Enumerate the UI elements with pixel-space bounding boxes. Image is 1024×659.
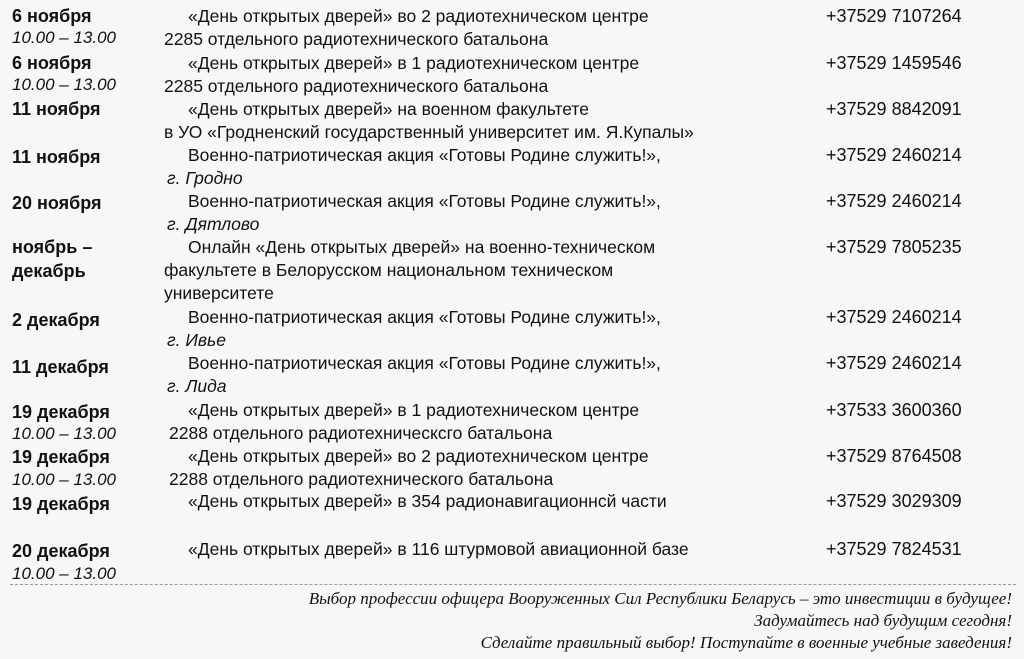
event-description-line: Военно-патриотическая акция «Готовы Родине служить!», <box>188 353 661 373</box>
event-phone: +37529 2460214 <box>826 307 962 327</box>
footer-slogan: Задумайтесь над будущим сегодня! <box>754 611 1012 630</box>
event-date: 6 ноября <box>12 53 92 73</box>
event-date: 19 декабря <box>12 494 110 514</box>
event-date: 11 ноября <box>12 99 101 119</box>
event-time: 10.00 – 13.00 <box>12 28 116 47</box>
event-description-line: Онлайн «День открытых дверей» на военно-техническом <box>188 237 656 257</box>
event-date: 19 декабря <box>12 447 110 467</box>
event-city: г. Гродно <box>167 168 243 188</box>
event-date: 20 ноября <box>12 193 102 213</box>
event-time: 10.00 – 13.00 <box>12 424 116 443</box>
event-description-line: в УО «Гродненский государственный университет им. Я.Купалы» <box>164 122 694 142</box>
event-date: 2 декабря <box>12 310 100 330</box>
event-description <box>164 306 814 352</box>
event-description-line: 2288 отдельного радиотехнического батальона <box>169 469 554 489</box>
event-time: 10.00 – 13.00 <box>12 470 116 489</box>
event-description-line: «День открытых дверей» на военном факультете <box>188 99 589 119</box>
event-description <box>164 399 814 445</box>
event-description-line: Военно-патриотическая акция «Готовы Родине служить!», <box>188 307 661 327</box>
event-description <box>164 52 814 98</box>
event-description <box>164 190 814 236</box>
event-description-line: университете <box>164 283 274 303</box>
event-phone: +37529 2460214 <box>826 145 962 165</box>
event-time: 10.00 – 13.00 <box>12 564 116 583</box>
event-description-line: «День открытых дверей» во 2 радиотехническом центре <box>188 6 649 26</box>
event-phone: +37529 1459546 <box>826 53 962 73</box>
event-date: 19 декабря <box>12 402 110 422</box>
event-description <box>164 144 814 190</box>
event-phone: +37529 8764508 <box>826 446 962 466</box>
event-phone: +37529 2460214 <box>826 191 962 211</box>
footer-slogan: Сделайте правильный выбор! Поступайте в военные учебные заведения! <box>480 633 1012 652</box>
event-phone: +37529 2460214 <box>826 353 962 373</box>
event-description-line: Военно-патриотическая акция «Готовы Родине служить!», <box>188 145 661 165</box>
event-description-line: 2285 отдельного радиотехнического батальона <box>164 76 549 96</box>
event-phone: +37533 3600360 <box>826 400 962 420</box>
event-phone: +37529 3029309 <box>826 491 962 511</box>
event-date: 11 декабря <box>12 357 109 377</box>
event-city: г. Ивье <box>167 330 226 350</box>
event-description <box>164 352 814 398</box>
event-description-line: «День открытых дверей» в 1 радиотехническом центре <box>188 400 640 420</box>
event-city: г. Дятлово <box>167 214 260 234</box>
event-phone: +37529 7805235 <box>826 237 962 257</box>
divider <box>10 584 1016 585</box>
event-description <box>164 538 814 561</box>
event-phone: +37529 7824531 <box>826 539 962 559</box>
event-description-line: 2285 отдельного радиотехнического батальона <box>164 29 549 49</box>
event-description-line: факультете в Белорусском национальном техническом <box>164 260 614 280</box>
event-phone: +37529 8842091 <box>826 99 962 119</box>
footer-slogan: Выбор профессии офицера Вооруженных Сил Республики Беларусь – это инвестиции в будущее! <box>308 589 1012 608</box>
event-description <box>164 5 814 51</box>
event-date: 11 ноября <box>12 147 101 167</box>
event-description-line: «День открытых дверей» во 2 радиотехническом центре <box>188 446 649 466</box>
event-description <box>164 490 814 513</box>
event-description <box>164 445 814 491</box>
event-city: г. Лида <box>167 376 227 396</box>
event-date: ноябрь – <box>12 237 93 257</box>
event-date: 6 ноября <box>12 6 92 26</box>
event-description-line: «День открытых дверей» в 354 радионавигационнсй части <box>188 491 667 511</box>
event-description-line: Военно-патриотическая акция «Готовы Родине служить!», <box>188 191 661 211</box>
event-description-line: 2288 отдельного радиотехническсго батальона <box>169 423 553 443</box>
event-date-continued: декабрь <box>12 261 86 281</box>
event-time: 10.00 – 13.00 <box>12 75 116 94</box>
event-date: 20 декабря <box>12 541 110 561</box>
event-description <box>164 98 814 144</box>
event-description-line: «День открытых дверей» в 116 штурмовой авиационной базе <box>188 539 689 559</box>
event-description <box>164 236 814 305</box>
event-description-line: «День открытых дверей» в 1 радиотехническом центре <box>188 53 640 73</box>
event-phone: +37529 7107264 <box>826 6 962 26</box>
